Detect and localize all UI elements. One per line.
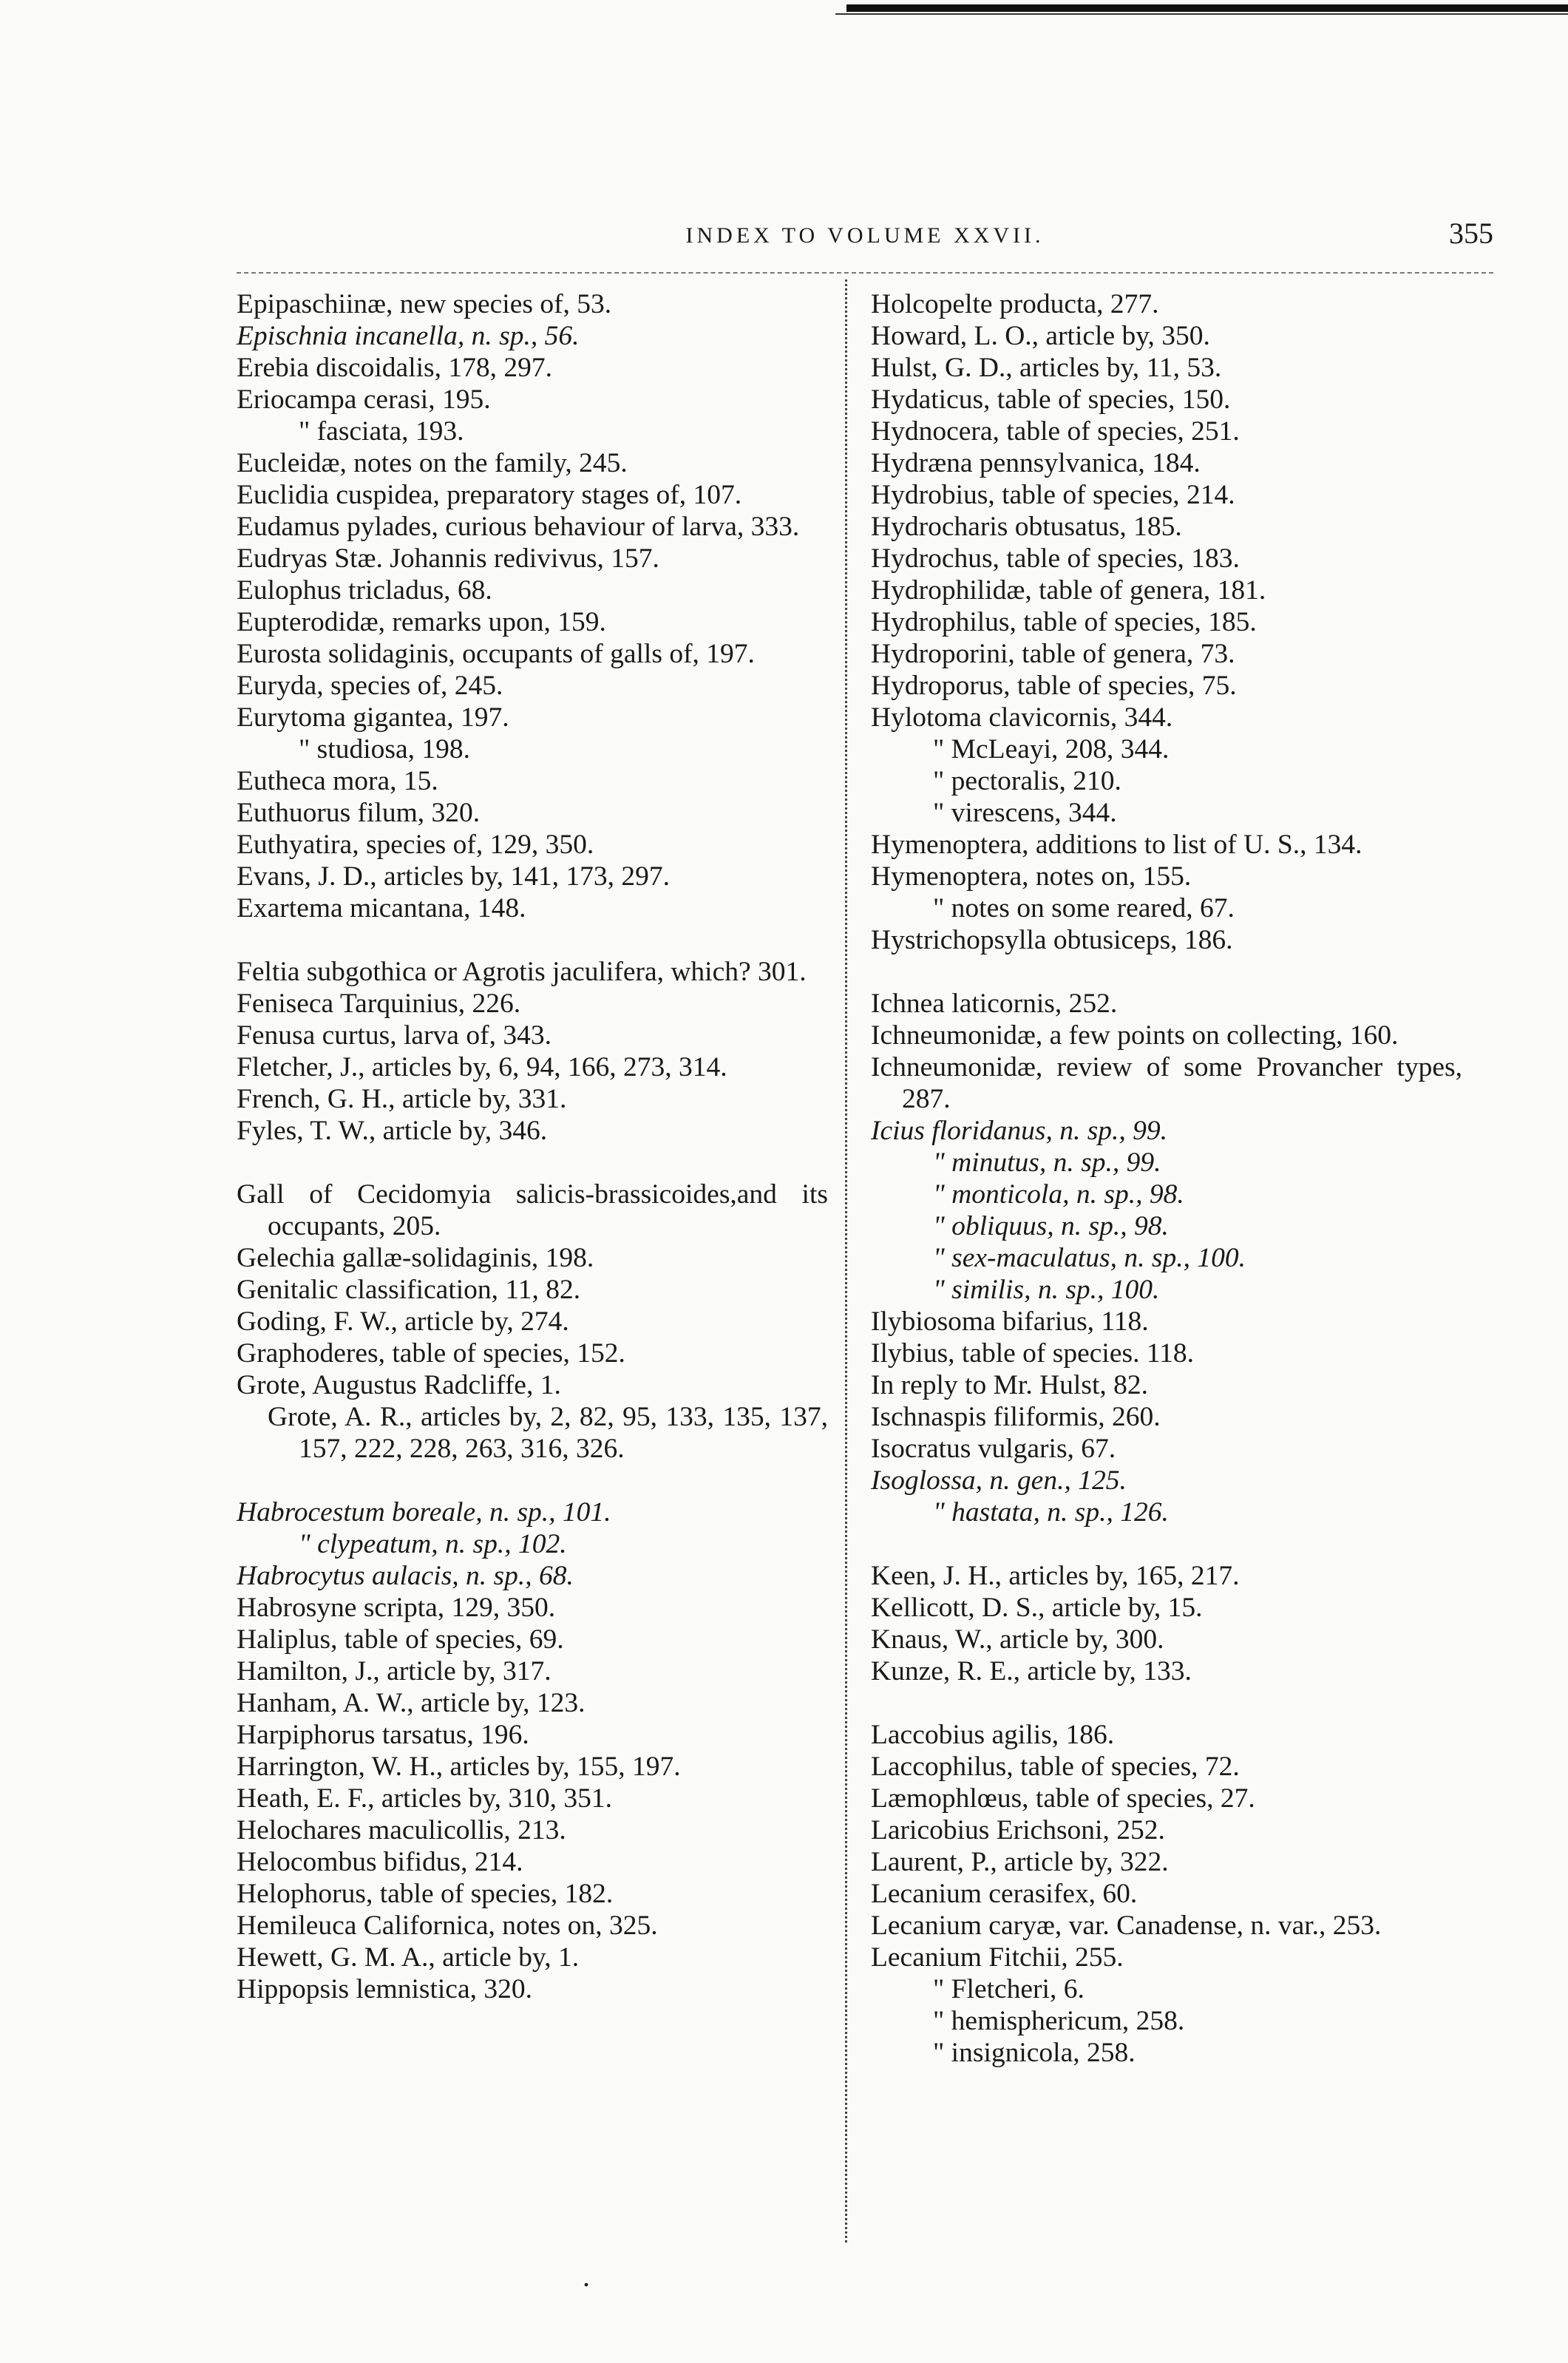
index-entry: Hymenoptera, additions to list of U. S., 134. <box>871 830 1362 860</box>
index-entry: Hippopsis lemnistica, 320. <box>237 1974 532 2004</box>
index-entry: " clypeatum, n. sp., 102. <box>299 1529 567 1559</box>
index-entry: French, G. H., article by, 331. <box>237 1084 567 1114</box>
index-entry: Laccobius agilis, 186. <box>871 1720 1115 1750</box>
index-entry: Hydaticus, table of species, 150. <box>871 384 1231 415</box>
index-entry: Ichneumonidæ, a few points on collecting, 160. <box>871 1020 1399 1051</box>
index-entry: Habrocytus aulacis, n. sp., 68. <box>237 1561 574 1591</box>
index-entry: Isoglossa, n. gen., 125. <box>871 1465 1127 1496</box>
index-entry: Isocratus vulgaris, 67. <box>871 1434 1116 1464</box>
index-entry: Lecanium Fitchii, 255. <box>871 1942 1124 1973</box>
index-entry: Hystrichopsylla obtusiceps, 186. <box>871 925 1233 955</box>
index-entry: Grote, Augustus Radcliffe, 1. <box>237 1370 561 1400</box>
index-entry: Goding, F. W., article by, 274. <box>237 1306 569 1337</box>
index-entry: Hanham, A. W., article by, 123. <box>237 1688 586 1718</box>
index-entry: Harpiphorus tarsatus, 196. <box>237 1720 529 1750</box>
index-column-left <box>237 288 828 2005</box>
index-entry: " similis, n. sp., 100. <box>933 1275 1160 1305</box>
index-entry: " virescens, 344. <box>933 798 1117 828</box>
index-entry: Hydrochus, table of species, 183. <box>871 543 1240 574</box>
index-entry: Erebia discoidalis, 178, 297. <box>237 353 553 383</box>
page-number: 355 <box>1449 217 1493 250</box>
header-rule <box>237 272 1493 274</box>
bottom-mark: . <box>583 2259 590 2293</box>
index-entry: Gall of Cecidomyia salicis-brassicoides,and its occupants, 205. <box>237 1179 828 1241</box>
index-entry: Knaus, W., article by, 300. <box>871 1624 1164 1655</box>
index-entry: Exartema micantana, 148. <box>237 893 526 923</box>
index-entry: Eriocampa cerasi, 195. <box>237 384 491 415</box>
index-entry: " sex-maculatus, n. sp., 100. <box>933 1243 1246 1273</box>
index-entry: Eurosta solidaginis, occupants of galls of, 197. <box>237 639 755 669</box>
index-entry: Haliplus, table of species, 69. <box>237 1624 564 1655</box>
index-entry: " Fletcheri, 6. <box>933 1974 1085 2004</box>
index-entry: Eudryas Stæ. Johannis redivivus, 157. <box>237 543 659 574</box>
index-entry: Ischnaspis filiformis, 260. <box>871 1402 1161 1432</box>
top-rule-thin <box>835 13 1568 15</box>
index-entry: Helophorus, table of species, 182. <box>237 1879 614 1909</box>
index-entry: Læmophlœus, table of species, 27. <box>871 1783 1255 1814</box>
index-entry: Habrocestum boreale, n. sp., 101. <box>237 1497 611 1528</box>
index-entry: Laurent, P., article by, 322. <box>871 1847 1169 1877</box>
index-entry: Hemileuca Californica, notes on, 325. <box>237 1911 658 1941</box>
index-entry: " hastata, n. sp., 126. <box>933 1497 1169 1528</box>
index-entry: " hemisphericum, 258. <box>933 2006 1185 2036</box>
index-entry: Hydroporini, table of genera, 73. <box>871 639 1235 669</box>
index-entry: Fenusa curtus, larva of, 343. <box>237 1020 551 1051</box>
index-entry: Genitalic classification, 11, 82. <box>237 1275 581 1305</box>
index-entry: " obliquus, n. sp., 98. <box>933 1211 1169 1241</box>
index-column-right <box>871 288 1462 2069</box>
index-entry: Graphoderes, table of species, 152. <box>237 1338 625 1369</box>
index-entry: Eupterodidæ, remarks upon, 159. <box>237 607 606 637</box>
index-entry: Hulst, G. D., articles by, 11, 53. <box>871 353 1222 383</box>
section-gap <box>237 1465 828 1496</box>
index-entry: " fasciata, 193. <box>299 416 464 447</box>
index-entry: " monticola, n. sp., 98. <box>933 1179 1184 1210</box>
index-entry: Epischnia incanella, n. sp., 56. <box>237 321 580 351</box>
index-entry: Lecanium caryæ, var. Canadense, n. var., 253. <box>871 1911 1382 1941</box>
index-entry: Heath, E. F., articles by, 310, 351. <box>237 1783 613 1814</box>
index-entry: Fyles, T. W., article by, 346. <box>237 1116 548 1146</box>
index-entry: Helocombus bifidus, 214. <box>237 1847 523 1877</box>
index-entry: Ichnea laticornis, 252. <box>871 989 1118 1019</box>
index-entry: Hydnocera, table of species, 251. <box>871 416 1240 447</box>
index-entry: Ichneumonidæ, review of some Provancher types, 287. <box>871 1052 1462 1114</box>
index-entry: Feltia subgothica or Agrotis jaculifera, which? 301. <box>237 957 807 987</box>
index-entry: Euryda, species of, 245. <box>237 671 503 701</box>
index-entry: Grote, A. R., articles by, 2, 82, 95, 133, 135, 137, 157, 222, 228, 263, 316, 326. <box>268 1402 828 1464</box>
index-entry: Lecanium cerasifex, 60. <box>871 1879 1138 1909</box>
column-divider <box>845 279 847 2242</box>
index-entry: Hymenoptera, notes on, 155. <box>871 861 1192 892</box>
index-entry: Euthuorus filum, 320. <box>237 798 481 828</box>
index-entry: Hydrocharis obtusatus, 185. <box>871 512 1182 542</box>
index-entry: Hewett, G. M. A., article by, 1. <box>237 1942 580 1973</box>
index-entry: Keen, J. H., articles by, 165, 217. <box>871 1561 1240 1591</box>
index-entry: Eulophus tricladus, 68. <box>237 575 492 606</box>
index-entry: Fletcher, J., articles by, 6, 94, 166, 273, 314. <box>237 1052 727 1082</box>
index-entry: Gelechia gallæ-solidaginis, 198. <box>237 1243 594 1273</box>
index-entry: Hydræna pennsylvanica, 184. <box>871 448 1201 478</box>
index-entry: " notes on some reared, 67. <box>933 893 1235 923</box>
top-rule-thick <box>846 4 1568 12</box>
index-entry: Kellicott, D. S., article by, 15. <box>871 1593 1203 1623</box>
index-entry: " minutus, n. sp., 99. <box>933 1147 1161 1178</box>
index-entry: Laricobius Erichsoni, 252. <box>871 1815 1165 1845</box>
index-entry: Feniseca Tarquinius, 226. <box>237 989 521 1019</box>
index-entry: Howard, L. O., article by, 350. <box>871 321 1210 351</box>
index-entry: Eudamus pylades, curious behaviour of larva, 333. <box>237 512 800 542</box>
section-gap <box>237 1147 828 1179</box>
index-entry: Hylotoma clavicornis, 344. <box>871 702 1173 733</box>
index-entry: Hydrophilidæ, table of genera, 181. <box>871 575 1266 606</box>
index-entry: Ilybiosoma bifarius, 118. <box>871 1306 1149 1337</box>
index-entry: " McLeayi, 208, 344. <box>933 734 1170 764</box>
index-entry: Evans, J. D., articles by, 141, 173, 297. <box>237 861 671 892</box>
index-entry: Euclidia cuspidea, preparatory stages of, 107. <box>237 480 742 510</box>
index-entry: " insignicola, 258. <box>933 2038 1136 2068</box>
page-header <box>237 216 1493 260</box>
index-entry: Habrosyne scripta, 129, 350. <box>237 1593 556 1623</box>
index-entry: " studiosa, 198. <box>299 734 470 764</box>
index-entry: Harrington, W. H., articles by, 155, 197. <box>237 1752 681 1782</box>
index-entry: Euthyatira, species of, 129, 350. <box>237 830 594 860</box>
index-entry: Ilybius, table of species. 118. <box>871 1338 1195 1369</box>
index-entry: Kunze, R. E., article by, 133. <box>871 1656 1192 1686</box>
index-entry: Hydroporus, table of species, 75. <box>871 671 1237 701</box>
index-entry: Hydrophilus, table of species, 185. <box>871 607 1257 637</box>
index-entry: Helochares maculicollis, 213. <box>237 1815 566 1845</box>
index-entry: Epipaschiinæ, new species of, 53. <box>237 289 612 319</box>
section-gap <box>871 956 1462 988</box>
index-entry: Icius floridanus, n. sp., 99. <box>871 1116 1168 1146</box>
index-entry: Hydrobius, table of species, 214. <box>871 480 1235 510</box>
index-entry: " pectoralis, 210. <box>933 766 1121 796</box>
index-entry: Eucleidæ, notes on the family, 245. <box>237 448 628 478</box>
index-entry: Holcopelte producta, 277. <box>871 289 1159 319</box>
section-gap <box>237 924 828 956</box>
index-entry: Laccophilus, table of species, 72. <box>871 1752 1240 1782</box>
running-title: INDEX TO VOLUME XXVII. <box>685 223 1045 248</box>
index-entry: Eurytoma gigantea, 197. <box>237 702 509 733</box>
section-gap <box>871 1528 1462 1560</box>
section-gap <box>871 1687 1462 1719</box>
index-entry: Eutheca mora, 15. <box>237 766 438 796</box>
index-entry: In reply to Mr. Hulst, 82. <box>871 1370 1148 1400</box>
index-entry: Hamilton, J., article by, 317. <box>237 1656 551 1686</box>
